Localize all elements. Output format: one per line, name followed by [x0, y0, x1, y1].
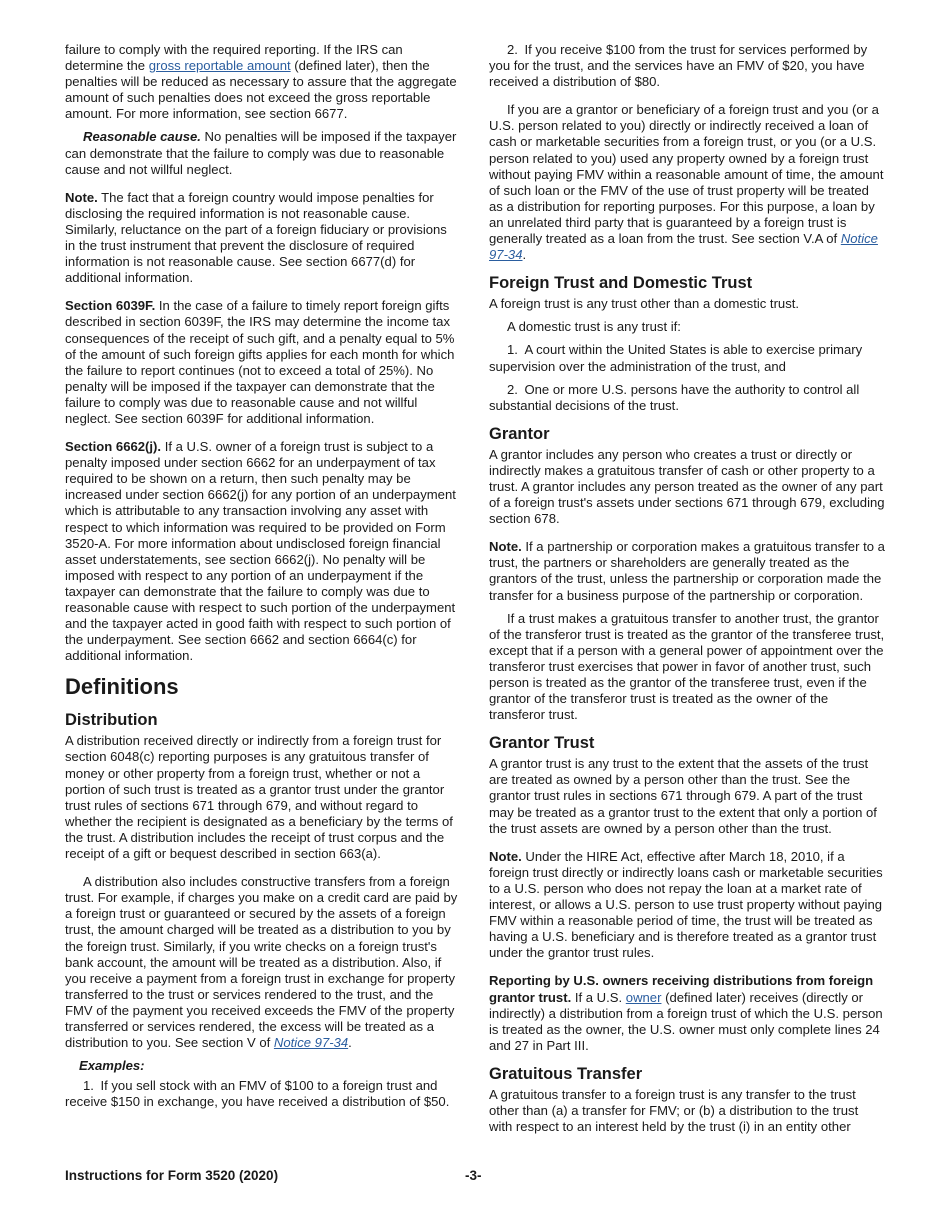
penalty-continuation-paragraph: failure to comply with the required reporting. If the IRS can determine the gross reportable amount (defined later), then the penalties will be reduced as necessary to assure that the aggregate amount of such penalties does not exceed the gross reportable amount. For more information, see section 6677.: [65, 42, 457, 122]
distribution-paragraph-1: A distribution received directly or indirectly from a foreign trust for section 6048(c) reporting purposes is any gratuitous transfer of money or other property from a foreign trust, whether or not a portion of such trust is treated as a grantor trust under the grantor trust rules of sections 671 through 679, and without regard to whether the recipient is designated as a beneficiary by the terms of the trust. A distribution includes the receipt of trust corpus and the receipt of a gift or bequest described in section 663(a).: [65, 733, 453, 862]
foreign-trust-definition: A foreign trust is any trust other than a domestic trust.: [489, 296, 800, 312]
footer-form-title: Instructions for Form 3520 (2020): [65, 1168, 279, 1183]
reasonable-cause-paragraph: Reasonable cause. No penalties will be imposed if the taxpayer can demonstrate that the failure to comply was due to reasonable cause and not willful neglect.: [65, 129, 457, 177]
grantor-paragraph-1: A grantor includes any person who creates a trust or directly or indirectly makes a gratuitous transfer of cash or other property to a trust. A grantor includes any person treated as the owner of any part of a foreign trust's assets under sections 671 through 679, excluding section 678.: [489, 446, 885, 527]
grantor-heading: Grantor: [489, 424, 550, 443]
owner-link[interactable]: owner: [625, 989, 662, 1005]
footer-page-number: -3-: [465, 1168, 482, 1183]
distribution-heading: Distribution: [65, 711, 158, 730]
grantor-trust-heading: Grantor Trust: [489, 734, 595, 753]
examples-label: Examples:: [79, 1058, 145, 1074]
grantor-paragraph-2: If a trust makes a gratuitous transfer to another trust, the grantor of the transferor trust is treated as the grantor of the transferee trust, except that if a person with a general power of appointment over the transferor trust exercises that power in favor of another trust, such person is treated as the grantor of the transferee trust, even if the grantor of the transferor trust is treated as the owner of the transferor trust.: [489, 610, 885, 723]
grantor-trust-paragraph: A grantor trust is any trust to the extent that the assets of the trust are treated as owned by a person other than the trust. See the grantor trust rules in sections 671 through 679. A part of the trust may be treated as a grantor trust to the extent that only a portion of the trust assets are owned by a person other than the trust.: [489, 756, 877, 836]
gratuitous-transfer-heading: Gratuitous Transfer: [489, 1064, 643, 1083]
distribution-paragraph-2: A distribution also includes constructive transfers from a foreign trust. For example, if charges you make on a credit card are paid by a foreign trust or guaranteed or secured by the assets of a foreign trust, the amount charged will be treated as a distribution to you by the foreign trust. Similarly, if you write checks on a foreign trust's bank account, the amount will be treated as a distribution. Also, if you receive a payment from a foreign trust in exchange for property transferred to the trust or services rendered to the trust, and the FMV of the payment you received exceeds the FMV of the property transferred or services rendered, the excess will be treated as a distribution to you. See section V of Notice 97-34.: [65, 874, 458, 1051]
domestic-trust-condition-2: 2. One or more U.S. persons have the authority to control all substantial decisions of the trust.: [489, 381, 860, 413]
loan-distribution-paragraph: If you are a grantor or beneficiary of a foreign trust and you (or a U.S. person related to you) directly or indirectly received a loan of cash or marketable securities from a foreign trust, or you (or a U.S. person related to you) used any property owned by a foreign trust without paying FMV within a reasonable amount of time, the amount of such loan or the FMV of the use of trust property will be treated as a distribution for reporting purposes. For this purpose, a loan by an unrelated third party that is guaranteed by a foreign trust is generally treated as a loan from the trust. See section V.A of Notice 97-34.: [489, 102, 884, 263]
reporting-us-owners-paragraph: Reporting by U.S. owners receiving distributions from foreign grantor trust. If a U.S. owner (defined later) receives (directly or indirectly) a distribution from a foreign trust of which the U.S. person is treated as the owner, the U.S. owner must only complete lines 24 and 27 in Part III.: [489, 973, 883, 1053]
notice-97-34-link-2[interactable]: Notice 97-34: [489, 231, 878, 263]
left-column: [65, 42, 460, 1117]
example-2: 2. If you receive $100 from the trust for services performed by you for the trust, and the services have an FMV of $20, you have received a distribution of $80.: [489, 42, 868, 90]
example-1: 1. If you sell stock with an FMV of $100 to a foreign trust and receive $150 in exchange, you have received a distribution of $50.: [65, 1078, 450, 1110]
gross-reportable-amount-link[interactable]: gross reportable amount: [148, 58, 291, 74]
gratuitous-transfer-paragraph: A gratuitous transfer to a foreign trust is any transfer to the trust other than (a) a transfer for FMV; or (b) a distribution to the trust with respect to an interest held by the trust (i) in an entity other: [489, 1086, 859, 1135]
grantor-note: Note. If a partnership or corporation makes a gratuitous transfer to a trust, the partners or shareholders are generally treated as the grantors of the trust, unless the partnership or corporation made the transfer for a business purpose of the partnership or corporation.: [489, 539, 885, 603]
domestic-trust-intro: A domestic trust is any trust if:: [507, 319, 681, 335]
definitions-heading: Definitions: [65, 674, 179, 700]
note-foreign-penalties: Note. The fact that a foreign country would impose penalties for disclosing the required information is not reasonable cause. Similarly, reluctance on the part of a foreign fiduciary or provisions in the trust instrument that prevent the disclosure of required information is not reasonable cause. See section 6677(d) for additional information.: [65, 189, 447, 286]
section-6039f-paragraph: Section 6039F. In the case of a failure to timely report foreign gifts described in section 6039F, the IRS may determine the income tax consequences of the receipt of such gift, and a penalty equal to 5% of the amount of such foreign gifts applies for each month for which the failure to report continues (not to exceed a total of 25%). No penalty will be imposed if the taxpayer can demonstrate that the failure to comply was due to reasonable cause and not willful neglect. See section 6039F for additional information.: [65, 298, 455, 426]
right-column: [489, 42, 885, 1135]
foreign-domestic-trust-heading: Foreign Trust and Domestic Trust: [489, 274, 753, 293]
section-6662j-paragraph: Section 6662(j). If a U.S. owner of a foreign trust is subject to a penalty imposed under section 6662 for an underpayment of tax required to be shown on a return, then such penalty may be increased under section 6662(j) for any portion of an underpayment which is attributable to any transaction involving any asset with respect to which information was required to be provided on Form 3520-A. For more information about undisclosed foreign financial asset understatements, see section 6662(j). No penalty will be imposed with respect to any portion of an underpayment if the taxpayer can demonstrate that the failure to comply was due to reasonable cause with respect to such portion of the underpayment and the taxpayer acted in good faith with respect to such portion of the underpayment. See section 6662 and section 6664(c) for additional information.: [65, 439, 456, 664]
notice-97-34-link[interactable]: Notice 97-34: [273, 1035, 349, 1051]
domestic-trust-condition-1: 1. A court within the United States is able to exercise primary supervision over the administration of the trust, and: [489, 342, 863, 374]
hire-act-note: Note. Under the HIRE Act, effective after March 18, 2010, if a foreign trust directly or indirectly loans cash or marketable securities to a U.S. person who does not repay the loan at a market rate of interest, or allows a U.S. person to use trust property without paying FMV within a reasonable period of time, the trust will be treated as having a U.S. beneficiary and is therefore treated as a grantor trust under the grantor trust rules.: [489, 848, 883, 961]
